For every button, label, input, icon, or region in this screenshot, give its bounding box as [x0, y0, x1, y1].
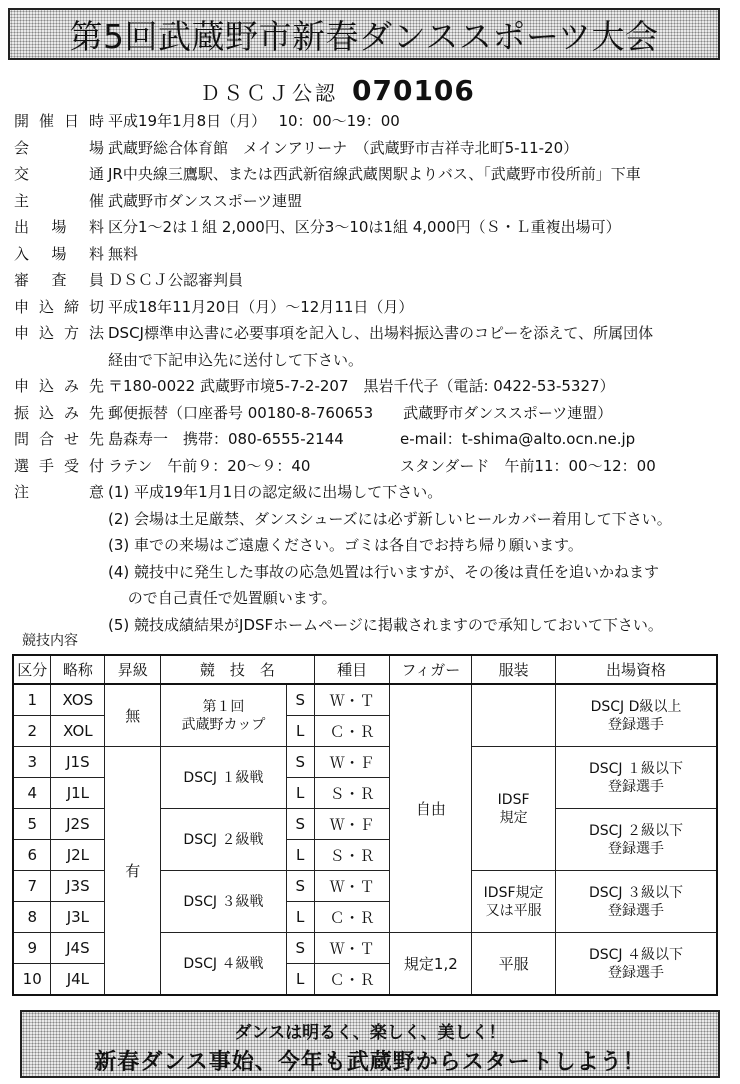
class-abbr: J2S [51, 809, 105, 840]
col-header: 競 技 名 [161, 655, 315, 684]
table-header [13, 655, 717, 684]
class-number: 7 [13, 871, 51, 902]
slogan-line-1: ダンスは明るく、楽しく、美しく！ [234, 1023, 506, 1043]
class-number: 1 [13, 684, 51, 716]
dances: Ｗ・Ｔ [314, 684, 390, 716]
info-value: 武蔵野市ダンススポーツ連盟 [108, 191, 303, 210]
info-row [14, 108, 726, 135]
info-row [14, 532, 726, 559]
info-row [14, 585, 726, 612]
style-code: L [286, 778, 314, 809]
info-row [14, 506, 726, 533]
info-row [14, 294, 726, 321]
style-code: L [286, 964, 314, 996]
info-key: 振込み先 [14, 403, 104, 422]
dress-cell: 平服 [472, 933, 556, 996]
class-abbr: J4L [51, 964, 105, 996]
dances: Ｗ・Ｆ [314, 809, 390, 840]
info-key: 選手受付 [14, 456, 104, 475]
info-value: 無料 [108, 244, 139, 263]
event-name: 第１回 武蔵野カップ [161, 684, 287, 747]
info-key: 開催日時 [14, 112, 104, 130]
dances: Ｗ・Ｔ [314, 871, 390, 902]
info-row [14, 479, 726, 506]
style-code: S [286, 809, 314, 840]
table-row [13, 747, 717, 778]
event-title: 第5回武蔵野市新春ダンススポーツ大会 [69, 16, 659, 56]
info-row [14, 347, 726, 374]
event-info [14, 108, 726, 638]
info-value: JR中央線三鷹駅、または西武新宿線武蔵関駅よりバス、「武蔵野市役所前」下車 [108, 165, 641, 183]
col-header: 昇級 [105, 655, 161, 684]
competition-table [12, 654, 718, 996]
style-code: S [286, 933, 314, 964]
info-key: 出 場 料 [14, 218, 104, 236]
info-key: 注 意 [14, 483, 104, 501]
dances: Ｓ・Ｒ [314, 840, 390, 871]
slogan-line-2: 新春ダンス事始、今年も武蔵野からスタートしよう！ [94, 1050, 646, 1075]
qualification: DSCJ １級以下 登録選手 [556, 747, 718, 809]
info-row [14, 373, 726, 400]
event-name: DSCJ ４級戦 [161, 933, 287, 996]
cert-label: ＤＳＣＪ公認 [200, 81, 338, 105]
class-abbr: XOL [51, 716, 105, 747]
info-row [14, 426, 726, 453]
slogan-banner [20, 1010, 720, 1078]
col-header: 種目 [314, 655, 390, 684]
event-name: DSCJ ２級戦 [161, 809, 287, 871]
info-key: 問合せ先 [14, 430, 104, 448]
title-banner [8, 8, 720, 60]
dances: Ｓ・Ｒ [314, 778, 390, 809]
info-row [14, 135, 726, 162]
info-value: 郵便振替（口座番号 00180-8-760653 武蔵野市ダンススポーツ連盟） [108, 403, 613, 422]
style-code: S [286, 684, 314, 716]
info-row [14, 161, 726, 188]
col-header: 区分 [13, 655, 51, 684]
info-key: 会 場 [14, 138, 104, 157]
info-value: (4) 競技中に発生した事故の応急処置は行いますが、その後は責任を追いかねます [108, 562, 660, 581]
table-row [13, 684, 717, 716]
info-key: 申込方法 [14, 324, 104, 342]
info-row [14, 267, 726, 294]
info-key: 交 通 [14, 165, 104, 183]
qualification: DSCJ D級以上 登録選手 [556, 684, 718, 747]
info-value: (5) 競技成績結果がJDSFホームページに掲載されますので承知しておいて下さい。 [108, 615, 663, 634]
style-code: L [286, 902, 314, 933]
dances: Ｗ・Ｔ [314, 933, 390, 964]
info-value: ので自己責任で処置願います。 [108, 589, 337, 607]
class-number: 4 [13, 778, 51, 809]
col-header: フィガー [390, 655, 472, 684]
info-row [14, 453, 726, 480]
dress-cell: IDSF 規定 [472, 747, 556, 871]
class-number: 3 [13, 747, 51, 778]
class-number: 9 [13, 933, 51, 964]
event-name: DSCJ １級戦 [161, 747, 287, 809]
promotion-cell: 無 [105, 684, 161, 747]
promotion-cell: 有 [105, 747, 161, 996]
dances: Ｗ・Ｆ [314, 747, 390, 778]
col-header: 服装 [472, 655, 556, 684]
info-row [14, 241, 726, 268]
info-value-secondary: スタンダード 午前11：00〜12：00 [400, 456, 656, 475]
info-row [14, 400, 726, 427]
info-row [14, 320, 726, 347]
info-value: 経由で下記申込先に送付して下さい。 [108, 350, 364, 369]
class-abbr: J3S [51, 871, 105, 902]
dances: Ｃ・Ｒ [314, 902, 390, 933]
style-code: L [286, 716, 314, 747]
qualification: DSCJ ３級以下 登録選手 [556, 871, 718, 933]
info-value-secondary: e-mail：t-shima@alto.ocn.ne.jp [400, 430, 636, 448]
info-value: 区分1〜2は１組 2,000円、区分3〜10は1組 4,000円（Ｓ・Ｌ重複出場可） [108, 218, 621, 236]
info-value: (1) 平成19年1月1日の認定級に出場して下さい。 [108, 483, 443, 501]
qualification: DSCJ ２級以下 登録選手 [556, 809, 718, 871]
info-row [14, 214, 726, 241]
class-abbr: J3L [51, 902, 105, 933]
figure-cell: 規定1,2 [390, 933, 472, 996]
section-label: 競技内容 [22, 633, 78, 649]
info-key: 主 催 [14, 191, 104, 210]
col-header: 出場資格 [556, 655, 718, 684]
info-row [14, 559, 726, 586]
qualification: DSCJ ４級以下 登録選手 [556, 933, 718, 996]
info-key: 申込締切 [14, 297, 104, 316]
class-abbr: J2L [51, 840, 105, 871]
info-value: (2) 会場は土足厳禁、ダンスシューズには必ず新しいヒールカバー着用して下さい。 [108, 509, 672, 528]
class-number: 6 [13, 840, 51, 871]
info-key: 入 場 料 [14, 244, 104, 263]
style-code: S [286, 871, 314, 902]
info-key: 審 査 員 [14, 271, 104, 289]
info-value: ＤＳＣＪ公認審判員 [108, 271, 244, 289]
class-abbr: J1L [51, 778, 105, 809]
dances: Ｃ・Ｒ [314, 964, 390, 996]
cert-number: 070106 [352, 74, 475, 107]
info-key: 申込み先 [14, 377, 104, 395]
certification [200, 74, 475, 108]
class-abbr: XOS [51, 684, 105, 716]
dances: Ｃ・Ｒ [314, 716, 390, 747]
info-row [14, 188, 726, 215]
dress-cell: IDSF規定 又は平服 [472, 871, 556, 933]
style-code: S [286, 747, 314, 778]
info-value: 武蔵野総合体育館 メインアリーナ （武蔵野市吉祥寺北町5-11-20） [108, 138, 579, 157]
info-row [14, 612, 726, 639]
info-value: 平成18年11月20日（月）〜12月11日（月） [108, 297, 414, 316]
event-name: DSCJ ３級戦 [161, 871, 287, 933]
class-number: 2 [13, 716, 51, 747]
info-value: (3) 車での来場はご遠慮ください。ゴミは各自でお持ち帰り願います。 [108, 536, 583, 554]
class-number: 5 [13, 809, 51, 840]
class-number: 8 [13, 902, 51, 933]
info-value: ラテン 午前９：20〜９：40 [108, 456, 311, 475]
class-abbr: J1S [51, 747, 105, 778]
figure-cell: 自由 [390, 684, 472, 933]
style-code: L [286, 840, 314, 871]
dress-cell [472, 684, 556, 747]
col-header: 略称 [51, 655, 105, 684]
info-value: 平成19年1月8日（月） 10：00〜19：00 [108, 112, 400, 130]
info-value: DSCJ標準申込書に必要事項を記入し、出場料振込書のコピーを添えて、所属団体 [108, 324, 654, 342]
info-value: 〒180-0022 武蔵野市境5-7-2-207 黒岩千代子（電話: 0422-53-5327） [108, 377, 615, 395]
class-number: 10 [13, 964, 51, 996]
class-abbr: J4S [51, 933, 105, 964]
info-value: 島森寿一 携帯：080-6555-2144 [108, 430, 344, 448]
